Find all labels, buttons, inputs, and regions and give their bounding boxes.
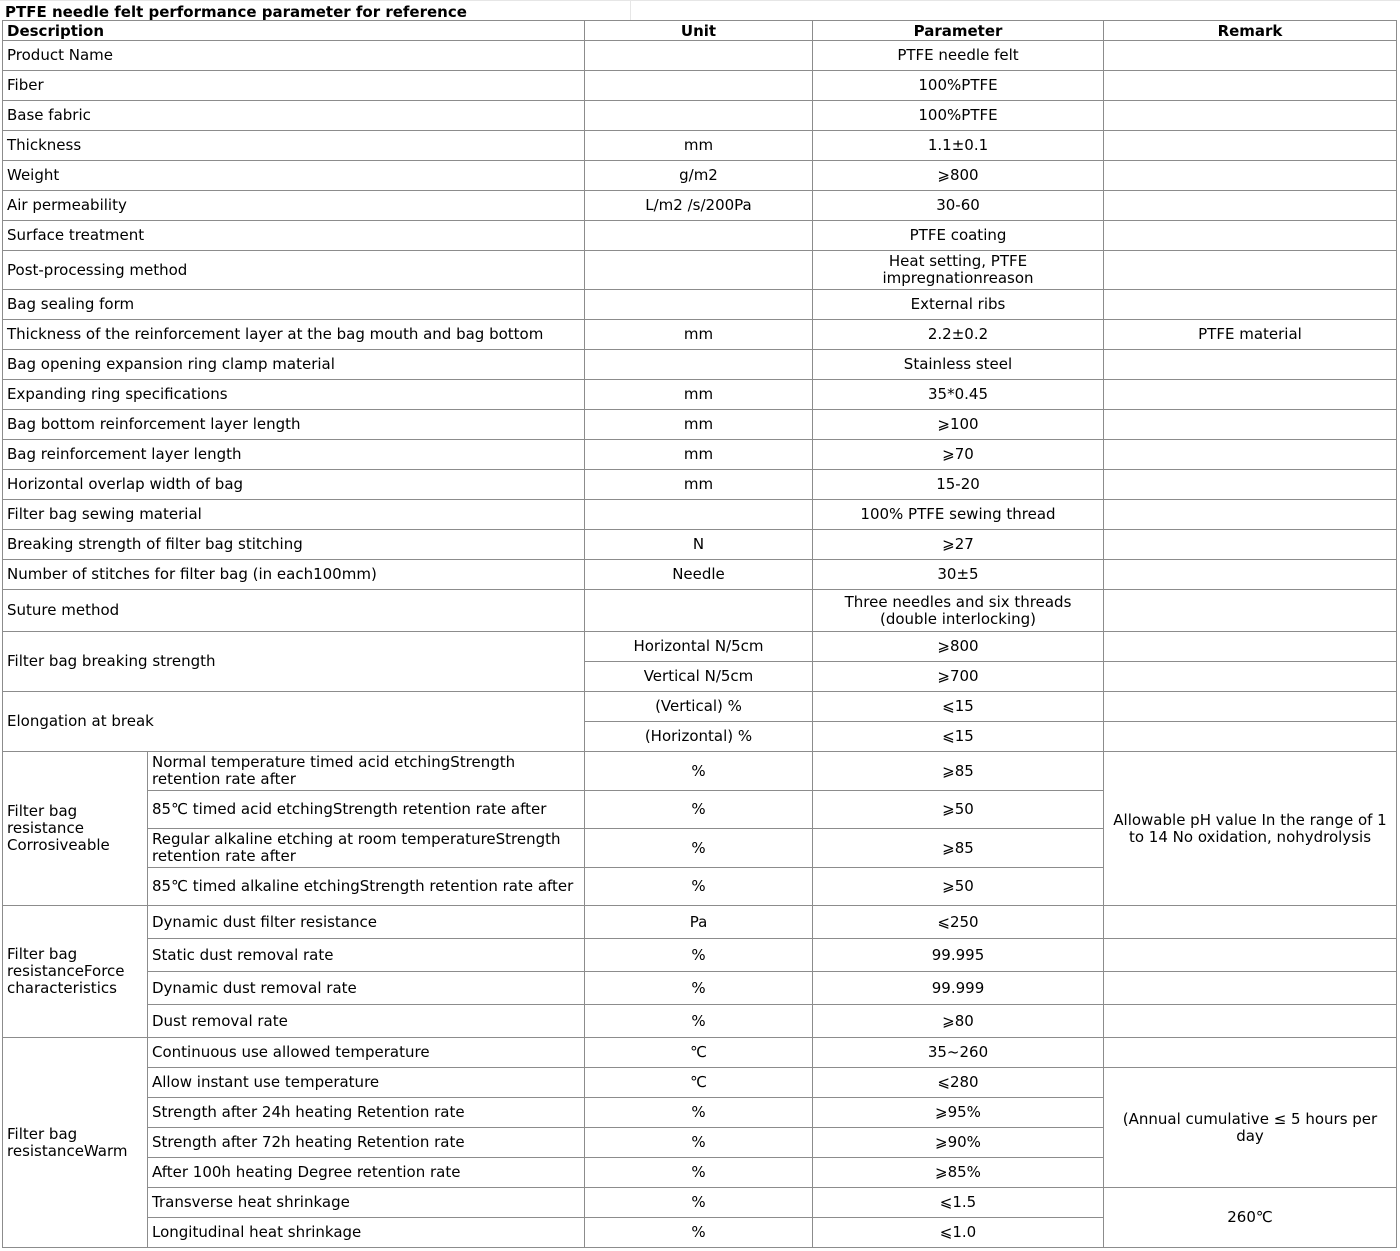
cell-parameter[interactable]: 99.995 <box>813 939 1104 972</box>
cell-unit[interactable] <box>585 221 813 251</box>
cell-parameter[interactable]: ⩽250 <box>813 906 1104 939</box>
cell-description[interactable]: Strength after 24h heating Retention rate <box>148 1098 585 1128</box>
cell-unit[interactable]: ℃ <box>585 1068 813 1098</box>
cell-unit[interactable]: % <box>585 752 813 791</box>
cell-unit[interactable]: L/m2 /s/200Pa <box>585 191 813 221</box>
cell-description[interactable]: Fiber <box>3 71 585 101</box>
cell-unit[interactable]: Vertical N/5cm <box>585 662 813 692</box>
cell-parameter[interactable]: ⩽1.0 <box>813 1218 1104 1248</box>
cell-unit[interactable]: % <box>585 1005 813 1038</box>
cell-remark[interactable] <box>1104 131 1397 161</box>
cell-parameter[interactable]: Three needles and six threads (double interlocking) <box>813 590 1104 632</box>
table-row <box>3 440 1397 470</box>
cell-unit[interactable]: mm <box>585 131 813 161</box>
warm-group-label[interactable]: Filter bag resistanceWarm <box>3 1038 148 1248</box>
table-row <box>3 131 1397 161</box>
sheet-top-gridline <box>0 0 1400 1</box>
force-group-label[interactable]: Filter bag resistanceForce characteristics <box>3 906 148 1038</box>
cell-unit[interactable] <box>585 71 813 101</box>
cell-description[interactable]: Normal temperature timed acid etchingStrength retention rate after <box>148 752 585 791</box>
cell-parameter[interactable]: ⩽15 <box>813 722 1104 752</box>
cell-unit[interactable]: % <box>585 868 813 906</box>
table-row <box>3 500 1397 530</box>
cell-unit[interactable]: Horizontal N/5cm <box>585 632 813 662</box>
cell-parameter[interactable]: ⩾700 <box>813 662 1104 692</box>
cell-parameter[interactable]: 100% PTFE sewing thread <box>813 500 1104 530</box>
cell-unit[interactable] <box>585 290 813 320</box>
table-row <box>3 530 1397 560</box>
cell-remark[interactable] <box>1104 632 1397 662</box>
table-row <box>3 41 1397 71</box>
cell-unit[interactable]: % <box>585 1188 813 1218</box>
cell-unit[interactable]: % <box>585 1098 813 1128</box>
cell-parameter[interactable]: ⩾27 <box>813 530 1104 560</box>
cell-parameter[interactable]: PTFE coating <box>813 221 1104 251</box>
cell-unit[interactable] <box>585 41 813 71</box>
cell-description[interactable]: 85℃ timed alkaline etchingStrength retention rate after <box>148 868 585 906</box>
cell-description[interactable]: Longitudinal heat shrinkage <box>148 1218 585 1248</box>
cell-description[interactable]: Suture method <box>3 590 585 632</box>
cell-description[interactable]: Expanding ring specifications <box>3 380 585 410</box>
cell-unit[interactable]: % <box>585 829 813 868</box>
cell-parameter[interactable]: ⩽280 <box>813 1068 1104 1098</box>
cell-unit[interactable]: mm <box>585 320 813 350</box>
cell-remark[interactable] <box>1104 410 1397 440</box>
cell-remark[interactable] <box>1104 350 1397 380</box>
sheet-title-separator <box>630 0 631 20</box>
cell-parameter[interactable]: 30±5 <box>813 560 1104 590</box>
cell-description[interactable]: Bag bottom reinforcement layer length <box>3 410 585 440</box>
table-row <box>3 632 1397 662</box>
table-row <box>3 752 1397 791</box>
cell-parameter[interactable]: ⩾85 <box>813 752 1104 791</box>
header-remark[interactable]: Remark <box>1104 21 1397 41</box>
table-row <box>3 470 1397 500</box>
table-row <box>3 1188 1397 1218</box>
table-row <box>3 221 1397 251</box>
cell-remark[interactable] <box>1104 662 1397 692</box>
table-row <box>3 290 1397 320</box>
parameter-table <box>2 20 1397 1248</box>
cell-remark[interactable] <box>1104 560 1397 590</box>
table-row <box>3 71 1397 101</box>
cell-parameter[interactable]: ⩽1.5 <box>813 1188 1104 1218</box>
cell-parameter[interactable]: 99.999 <box>813 972 1104 1005</box>
cell-parameter[interactable]: ⩾85% <box>813 1158 1104 1188</box>
cell-unit[interactable]: Pa <box>585 906 813 939</box>
cell-description[interactable]: Thickness of the reinforcement layer at the bag mouth and bag bottom <box>3 320 585 350</box>
cell-description[interactable]: Continuous use allowed temperature <box>148 1038 585 1068</box>
cell-unit[interactable]: (Vertical) % <box>585 692 813 722</box>
cell-parameter[interactable]: ⩾100 <box>813 410 1104 440</box>
cell-unit[interactable] <box>585 251 813 290</box>
corrosion-remark[interactable]: Allowable pH value In the range of 1 to 14 No oxidation, nohydrolysis <box>1104 752 1397 906</box>
cell-parameter[interactable]: 2.2±0.2 <box>813 320 1104 350</box>
sheet-title: PTFE needle felt performance parameter for reference <box>5 3 467 21</box>
cell-description[interactable]: Thickness <box>3 131 585 161</box>
cell-remark[interactable] <box>1104 290 1397 320</box>
cell-description[interactable]: Transverse heat shrinkage <box>148 1188 585 1218</box>
cell-description[interactable]: Dynamic dust filter resistance <box>148 906 585 939</box>
cell-parameter[interactable]: ⩾85 <box>813 829 1104 868</box>
cell-unit[interactable]: N <box>585 530 813 560</box>
cell-parameter[interactable]: ⩾95% <box>813 1098 1104 1128</box>
cell-parameter[interactable]: 35~260 <box>813 1038 1104 1068</box>
table-row <box>3 380 1397 410</box>
cell-parameter[interactable]: External ribs <box>813 290 1104 320</box>
instant-temperature-remark[interactable]: (Annual cumulative ≤ 5 hours per day <box>1104 1068 1397 1188</box>
cell-remark[interactable] <box>1104 221 1397 251</box>
cell-description[interactable]: Allow instant use temperature <box>148 1068 585 1098</box>
cell-description[interactable]: Strength after 72h heating Retention rate <box>148 1128 585 1158</box>
cell-remark[interactable]: PTFE material <box>1104 320 1397 350</box>
cell-description[interactable]: Horizontal overlap width of bag <box>3 470 585 500</box>
cell-parameter[interactable]: 100%PTFE <box>813 101 1104 131</box>
cell-unit[interactable] <box>585 590 813 632</box>
table-row <box>3 906 1397 939</box>
cell-remark[interactable] <box>1104 692 1397 722</box>
cell-description[interactable]: Bag reinforcement layer length <box>3 440 585 470</box>
cell-remark[interactable] <box>1104 590 1397 632</box>
cell-remark[interactable] <box>1104 1038 1397 1068</box>
cell-description[interactable]: Weight <box>3 161 585 191</box>
cell-remark[interactable] <box>1104 972 1397 1005</box>
table-row <box>3 101 1397 131</box>
cell-remark[interactable] <box>1104 500 1397 530</box>
table-row <box>3 1068 1397 1098</box>
cell-parameter[interactable]: 30-60 <box>813 191 1104 221</box>
cell-description[interactable]: Regular alkaline etching at room temperatureStrength retention rate after <box>148 829 585 868</box>
cell-remark[interactable] <box>1104 470 1397 500</box>
cell-description[interactable]: Breaking strength of filter bag stitching <box>3 530 585 560</box>
cell-remark[interactable] <box>1104 722 1397 752</box>
cell-remark[interactable] <box>1104 530 1397 560</box>
cell-unit[interactable]: % <box>585 1128 813 1158</box>
cell-description[interactable]: Bag opening expansion ring clamp material <box>3 350 585 380</box>
breaking-strength-label[interactable]: Filter bag breaking strength <box>3 632 585 692</box>
cell-unit[interactable]: mm <box>585 440 813 470</box>
cell-remark[interactable] <box>1104 906 1397 939</box>
cell-unit[interactable]: % <box>585 1158 813 1188</box>
cell-remark[interactable] <box>1104 41 1397 71</box>
cell-description[interactable]: Number of stitches for filter bag (in each100mm) <box>3 560 585 590</box>
cell-unit[interactable]: % <box>585 791 813 829</box>
cell-parameter[interactable]: Stainless steel <box>813 350 1104 380</box>
table-row <box>3 410 1397 440</box>
cell-remark[interactable] <box>1104 71 1397 101</box>
cell-description[interactable]: Surface treatment <box>3 221 585 251</box>
cell-parameter[interactable]: ⩾80 <box>813 1005 1104 1038</box>
header-row <box>3 21 1397 41</box>
cell-parameter[interactable]: 15-20 <box>813 470 1104 500</box>
cell-remark[interactable] <box>1104 440 1397 470</box>
table-row <box>3 1005 1397 1038</box>
table-row <box>3 692 1397 722</box>
table-row <box>3 560 1397 590</box>
elongation-label[interactable]: Elongation at break <box>3 692 585 752</box>
table-row <box>3 191 1397 221</box>
cell-unit[interactable]: % <box>585 972 813 1005</box>
cell-remark[interactable] <box>1104 1005 1397 1038</box>
cell-description[interactable]: Dynamic dust removal rate <box>148 972 585 1005</box>
cell-parameter[interactable]: 1.1±0.1 <box>813 131 1104 161</box>
cell-remark[interactable] <box>1104 251 1397 290</box>
cell-unit[interactable]: g/m2 <box>585 161 813 191</box>
cell-parameter[interactable]: ⩾50 <box>813 868 1104 906</box>
cell-parameter[interactable]: ⩾800 <box>813 161 1104 191</box>
cell-parameter[interactable]: 35*0.45 <box>813 380 1104 410</box>
cell-description[interactable]: Product Name <box>3 41 585 71</box>
cell-description[interactable]: 85℃ timed acid etchingStrength retention rate after <box>148 791 585 829</box>
cell-parameter[interactable]: PTFE needle felt <box>813 41 1104 71</box>
cell-description[interactable]: Air permeability <box>3 191 585 221</box>
table-row <box>3 972 1397 1005</box>
cell-parameter[interactable]: 100%PTFE <box>813 71 1104 101</box>
cell-parameter[interactable]: Heat setting, PTFE impregnationreason <box>813 251 1104 290</box>
cell-remark[interactable] <box>1104 939 1397 972</box>
cell-parameter[interactable]: ⩾800 <box>813 632 1104 662</box>
table-row <box>3 939 1397 972</box>
cell-parameter[interactable]: ⩽15 <box>813 692 1104 722</box>
cell-description[interactable]: After 100h heating Degree retention rate <box>148 1158 585 1188</box>
shrinkage-remark[interactable]: 260℃ <box>1104 1188 1397 1248</box>
table-row <box>3 320 1397 350</box>
cell-remark[interactable] <box>1104 380 1397 410</box>
cell-description[interactable]: Base fabric <box>3 101 585 131</box>
cell-description[interactable]: Filter bag sewing material <box>3 500 585 530</box>
cell-unit[interactable]: % <box>585 1218 813 1248</box>
table-row <box>3 251 1397 290</box>
table-row <box>3 1038 1397 1068</box>
cell-parameter[interactable]: ⩾70 <box>813 440 1104 470</box>
cell-remark[interactable] <box>1104 191 1397 221</box>
cell-parameter[interactable]: ⩾90% <box>813 1128 1104 1158</box>
cell-description[interactable]: Dust removal rate <box>148 1005 585 1038</box>
cell-unit[interactable] <box>585 101 813 131</box>
cell-description[interactable]: Post-processing method <box>3 251 585 290</box>
cell-unit[interactable]: mm <box>585 410 813 440</box>
header-parameter[interactable]: Parameter <box>813 21 1104 41</box>
cell-unit[interactable] <box>585 500 813 530</box>
cell-unit[interactable]: % <box>585 939 813 972</box>
cell-unit[interactable]: mm <box>585 470 813 500</box>
cell-description[interactable]: Bag sealing form <box>3 290 585 320</box>
cell-unit[interactable]: ℃ <box>585 1038 813 1068</box>
table-row <box>3 350 1397 380</box>
cell-unit[interactable] <box>585 350 813 380</box>
cell-unit[interactable]: Needle <box>585 560 813 590</box>
cell-parameter[interactable]: ⩾50 <box>813 791 1104 829</box>
cell-description[interactable]: Static dust removal rate <box>148 939 585 972</box>
header-description[interactable]: Description <box>3 21 585 41</box>
table-row <box>3 590 1397 632</box>
corrosion-group-label[interactable]: Filter bag resistance Corrosiveable <box>3 752 148 906</box>
cell-remark[interactable] <box>1104 101 1397 131</box>
cell-remark[interactable] <box>1104 161 1397 191</box>
table-row <box>3 161 1397 191</box>
header-unit[interactable]: Unit <box>585 21 813 41</box>
cell-unit[interactable]: mm <box>585 380 813 410</box>
cell-unit[interactable]: (Horizontal) % <box>585 722 813 752</box>
